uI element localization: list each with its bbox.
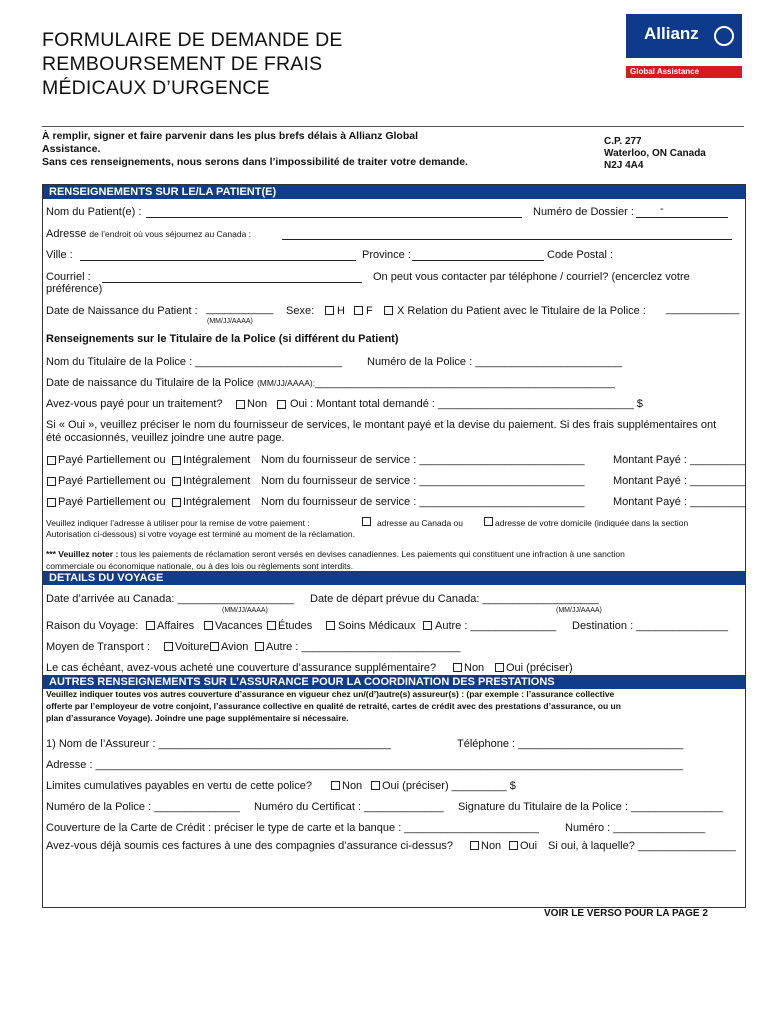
address-line: N2J 4A4 xyxy=(604,160,644,171)
intro-line: À remplir, signer et faire parvenir dans les plus brefs délais à Allianz Global xyxy=(42,130,418,142)
remit-canada-checkbox[interactable] xyxy=(362,517,371,526)
coordination-instructions: Veuillez indiquer toutes vos autres couverture d’assurance en vigueur chez un/(d’)autre(s) assureur(s) : (par exemple : l’assurance collective xyxy=(46,689,615,699)
limits-non-checkbox[interactable] xyxy=(331,781,340,790)
remit-home-checkbox[interactable] xyxy=(484,517,493,526)
provider-instruction: été occasionnés, veuillez joindre une autre page. xyxy=(46,432,285,444)
file-number-label: Numéro de Dossier : xyxy=(533,206,634,218)
transport-car-checkbox[interactable] xyxy=(164,642,173,651)
extra-non-checkbox[interactable] xyxy=(453,663,462,672)
extra-oui-label: Oui (préciser) xyxy=(506,662,573,674)
remit-home-label: adresse de votre domicile (indiquée dans la section xyxy=(495,518,689,528)
reason-studies-label: Études xyxy=(278,620,313,632)
reason-business-label: Affaires xyxy=(157,620,195,632)
certificate-number-field[interactable]: Numéro du Certificat : _____________ xyxy=(254,801,444,813)
holder-name-field[interactable]: Nom du Titulaire de la Police : ________________________ xyxy=(46,356,343,368)
reason-vacation-label: Vacances xyxy=(215,620,263,632)
arrival-date-field[interactable]: Date d’arrivée au Canada: ___________________ xyxy=(46,593,294,605)
address-line: C.P. 277 xyxy=(604,136,642,147)
patient-name-field[interactable] xyxy=(146,217,522,218)
payment-note-text: tous les paiements de réclamation seront versés en devises canadiennes. Les paiements qui constituent une infraction à une sanction xyxy=(118,549,625,559)
holder-section-title: Renseignements sur le Titulaire de la Police (si différent du Patient) xyxy=(46,333,399,345)
extra-non-label: Non xyxy=(464,662,485,674)
paid-treatment-label: Avez-vous payé pour un traitement? xyxy=(46,398,223,410)
relation-field[interactable]: ____________ xyxy=(666,303,740,315)
section-header-trip: DETAILS DU VOYAGE xyxy=(43,571,745,585)
address-line: Waterloo, ON Canada xyxy=(604,148,706,159)
paid-non-checkbox[interactable] xyxy=(236,400,245,409)
city-field[interactable] xyxy=(80,260,356,261)
reason-other-field[interactable]: Autre : ______________ xyxy=(435,620,557,632)
amount-paid-field[interactable]: Montant Payé : _________ xyxy=(613,454,746,466)
full-payment-checkbox[interactable] xyxy=(172,456,181,465)
transport-car-label: Voiture xyxy=(175,641,210,653)
email-field[interactable] xyxy=(102,282,362,283)
patient-name-label: Nom du Patient(e) : xyxy=(46,206,142,218)
limits-oui-field[interactable]: Oui (préciser) _________ $ xyxy=(382,780,516,792)
amount-paid-field[interactable]: Montant Payé : _________ xyxy=(613,496,746,508)
date-format-hint: (MM/JJ/AAAA) xyxy=(207,318,253,325)
address-label xyxy=(46,228,251,241)
transport-plane-label: Avion xyxy=(221,641,249,653)
submitted-oui-label: Oui xyxy=(520,840,538,852)
form-frame xyxy=(42,184,746,908)
limits-label: Limites cumulatives payables en vertu de cette police? xyxy=(46,780,312,792)
limits-oui-checkbox[interactable] xyxy=(371,781,380,790)
form-title-line: REMBOURSEMENT DE FRAIS xyxy=(42,53,323,75)
contact-preference-text: On peut vous contacter par téléphone / courriel? (encerclez votre xyxy=(373,271,690,283)
sex-x-checkbox[interactable] xyxy=(384,306,393,315)
form-title-line: FORMULAIRE DE DEMANDE DE xyxy=(42,29,343,51)
remittance-label: Veuillez indiquer l’adresse à utiliser pour la remise de votre paiement : xyxy=(46,518,310,528)
provider-name-field[interactable]: Nom du fournisseur de service : ___________________________ xyxy=(261,454,585,466)
provider-instruction: Si « Oui », veuillez préciser le nom du fournisseur de services, le montant payé et la devise du paiement. Si des frais supplémentaires ont xyxy=(46,419,717,431)
form-title-line: MÉDICAUX D’URGENCE xyxy=(42,77,270,99)
full-payment-label: Intégralement xyxy=(183,475,251,487)
transport-other-field[interactable]: Autre : __________________________ xyxy=(266,641,461,653)
patient-dob-label: Date de Naissance du Patient : xyxy=(46,305,198,317)
address-label-note: de l’endroit où vous séjournez au Canada : xyxy=(89,229,252,239)
address-label-text: Adresse xyxy=(46,228,87,240)
transport-label: Moyen de Transport : xyxy=(46,641,150,653)
insurer-phone-field[interactable]: Téléphone : ___________________________ xyxy=(457,738,684,750)
holder-dob-field[interactable] xyxy=(46,377,615,390)
insurer-name-field[interactable]: 1) Nom de l’Assureur : ______________________________________ xyxy=(46,738,391,750)
reason-studies-checkbox[interactable] xyxy=(267,621,276,630)
partial-payment-label: Payé Partiellement ou xyxy=(58,475,166,487)
province-label: Province : xyxy=(362,249,411,261)
intro-line: Assistance. xyxy=(42,143,101,155)
provider-name-field[interactable]: Nom du fournisseur de service : ___________________________ xyxy=(261,475,585,487)
allianz-logo xyxy=(626,14,742,78)
payment-note-end: commerciale ou économique nationale, ou à des lois ou règlements sont interdits. xyxy=(46,561,354,571)
partial-payment-label: Payé Partiellement ou xyxy=(58,454,166,466)
reason-business-checkbox[interactable] xyxy=(146,621,155,630)
intro-line: Sans ces renseignements, nous serons dans l’impossibilité de traiter votre demande. xyxy=(42,156,468,168)
partial-payment-label: Payé Partiellement ou xyxy=(58,496,166,508)
limits-non-label: Non xyxy=(342,780,363,792)
page-turn-note: VOIR LE VERSO POUR LA PAGE 2 xyxy=(544,908,708,919)
provider-name-field[interactable]: Nom du fournisseur de service : ___________________________ xyxy=(261,496,585,508)
submitted-non-label: Non xyxy=(481,840,502,852)
full-payment-checkbox[interactable] xyxy=(172,498,181,507)
sex-f-label: F xyxy=(366,305,373,317)
card-number-field[interactable]: Numéro : _______________ xyxy=(565,822,706,834)
reason-medical-checkbox[interactable] xyxy=(326,621,335,630)
holder-dob-label: Date de naissance du Titulaire de la Police xyxy=(46,377,254,389)
full-payment-checkbox[interactable] xyxy=(172,477,181,486)
trip-reason-label: Raison du Voyage: xyxy=(46,620,139,632)
credit-card-field[interactable]: Couverture de la Carte de Crédit : préciser le type de carte et la banque : ______________________ xyxy=(46,822,539,834)
submitted-label: Avez-vous déjà soumis ces factures à une des compagnies d’assurance ci-dessus? xyxy=(46,840,454,852)
amount-paid-field[interactable]: Montant Payé : _________ xyxy=(613,475,746,487)
transport-plane-checkbox[interactable] xyxy=(210,642,219,651)
submitted-non-checkbox[interactable] xyxy=(470,841,479,850)
date-format-hint: (MM/JJ/AAAA): xyxy=(256,378,316,388)
coordination-instructions: plan d’assurance Voyage). Joindre une page supplémentaire si nécessaire. xyxy=(46,713,349,723)
total-amount-field[interactable]: Oui : Montant total demandé : ________________________________ $ xyxy=(290,398,643,410)
file-number-field[interactable] xyxy=(636,217,728,218)
form-title xyxy=(42,28,343,100)
date-format-hint: (MM/JJ/AAAA) xyxy=(222,607,268,614)
postal-code-label: Code Postal : xyxy=(547,249,614,261)
policy-number-field[interactable]: Numéro de la Police : ________________________ xyxy=(367,356,623,368)
reason-vacation-checkbox[interactable] xyxy=(204,621,213,630)
reason-other-checkbox[interactable] xyxy=(423,621,432,630)
remittance-label-end: Autorisation ci-dessous) si votre voyage est terminé au moment de la réclamation. xyxy=(46,529,355,539)
paid-non-label: Non xyxy=(247,398,268,410)
date-format-hint: (MM/JJ/AAAA) xyxy=(556,607,602,614)
partial-payment-checkbox[interactable] xyxy=(47,498,56,507)
destination-field[interactable]: Destination : _______________ xyxy=(572,620,728,632)
extra-oui-checkbox[interactable] xyxy=(495,663,504,672)
city-label: Ville : xyxy=(46,249,73,261)
section-header-coordination: AUTRES RENSEIGNEMENTS SUR L’ASSURANCE POUR LA COORDINATION DES PRESTATIONS xyxy=(43,675,745,689)
province-field[interactable] xyxy=(412,260,544,261)
partial-payment-checkbox[interactable] xyxy=(47,456,56,465)
paid-oui-checkbox[interactable] xyxy=(277,400,286,409)
intro-text xyxy=(42,130,562,169)
email-label: Courriel : xyxy=(46,271,91,283)
remit-canada-label: adresse au Canada ou xyxy=(377,518,464,528)
full-payment-label: Intégralement xyxy=(183,496,251,508)
payment-note-title: *** Veuillez noter : xyxy=(46,549,119,559)
logo-name: Allianz xyxy=(644,24,699,43)
relation-label: X Relation du Patient avec le Titulaire de la Police : xyxy=(397,305,646,317)
file-number-value: - xyxy=(660,203,664,215)
transport-other-checkbox[interactable] xyxy=(255,642,264,651)
reason-medical-label: Soins Médicaux xyxy=(338,620,416,632)
section-header-patient: RENSEIGNEMENTS SUR LE/LA PATIENT(E) xyxy=(43,185,745,199)
allianz-eagle-icon xyxy=(714,26,734,46)
logo-red-band xyxy=(626,66,742,78)
holder-signature-field[interactable]: Signature du Titulaire de la Police : _______________ xyxy=(458,801,723,813)
mailing-address xyxy=(604,136,706,172)
partial-payment-checkbox[interactable] xyxy=(47,477,56,486)
patient-dob-field[interactable]: ___________ xyxy=(206,303,274,315)
submitted-oui-checkbox[interactable] xyxy=(509,841,518,850)
insurer-address-field[interactable]: Adresse : ________________________________________________________________________________________________ xyxy=(46,759,683,771)
sex-label: Sexe: xyxy=(286,305,315,317)
sex-h-label: H xyxy=(337,305,345,317)
sex-f-checkbox[interactable] xyxy=(354,306,363,315)
other-policy-number-field[interactable]: Numéro de la Police : ______________ xyxy=(46,801,240,813)
address-field[interactable] xyxy=(282,239,732,240)
holder-dob-blank: _________________________________________________ xyxy=(315,377,615,389)
contact-preference-text-end: préférence) xyxy=(46,283,103,295)
logo-sub: Global Assistance xyxy=(630,67,700,76)
departure-date-field[interactable]: Date de départ prévue du Canada: ___________________ xyxy=(310,593,599,605)
divider xyxy=(42,126,744,127)
full-payment-label: Intégralement xyxy=(183,454,251,466)
extra-insurance-label: Le cas échéant, avez-vous acheté une couverture d’assurance supplémentaire? xyxy=(46,662,437,674)
sex-h-checkbox[interactable] xyxy=(325,306,334,315)
coordination-instructions: offerte par l’employeur de votre conjoint, l’assurance collective en qualité de retraité, cartes de crédit avec des prestations d’assurance, ou un xyxy=(46,701,621,711)
which-insurer-field[interactable]: Si oui, à laquelle? ________________ xyxy=(548,840,736,852)
